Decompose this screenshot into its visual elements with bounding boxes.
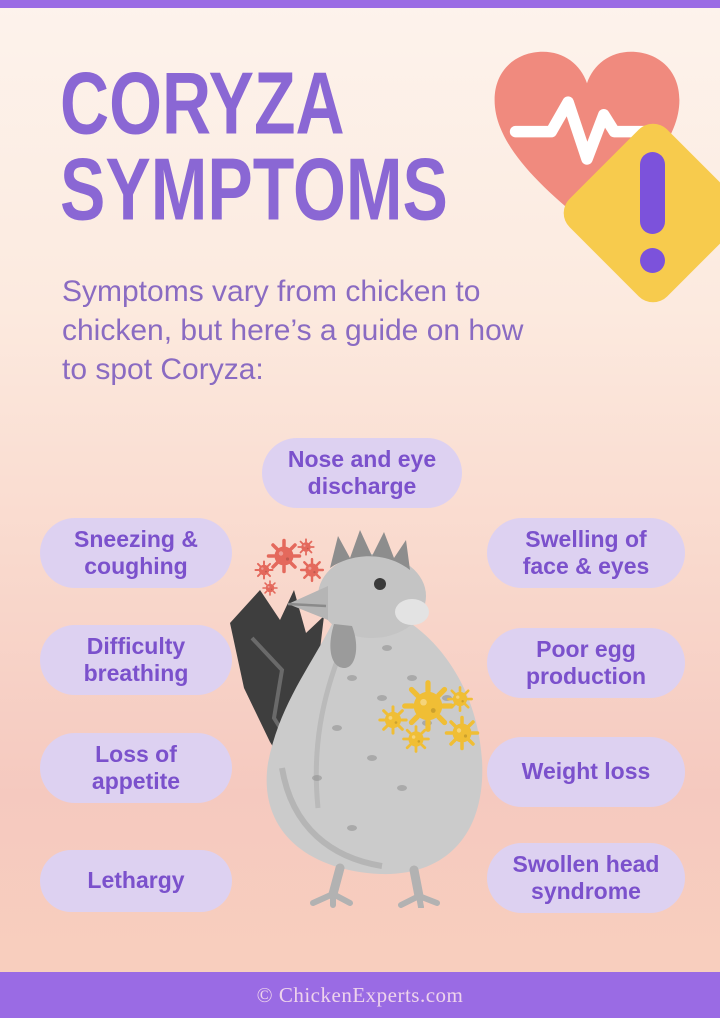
subtitle (62, 272, 642, 389)
page-title-line2: SYMPTOMS (60, 139, 448, 239)
exclamation-dot (640, 248, 665, 273)
symptom-label: Lethargy (87, 867, 185, 894)
virus-cluster (240, 520, 500, 780)
symptom-label: Weight loss (521, 758, 651, 785)
subtitle-line1: Symptoms vary from chicken to (62, 275, 481, 308)
page-title (60, 54, 448, 239)
exclamation-icon (640, 152, 665, 234)
symptom-label: Loss of appetite (91, 740, 181, 794)
symptom-pill-weight-loss (487, 737, 685, 807)
top-accent-bar (0, 0, 720, 8)
symptom-pill-difficulty-breathing (40, 625, 232, 695)
symptom-pill-nose-eye-discharge (262, 438, 462, 508)
symptom-label: Swollen head syndrome (512, 850, 660, 904)
symptom-pill-sneezing-coughing (40, 518, 232, 588)
symptom-label: Swelling of face & eyes (522, 525, 650, 579)
symptom-label: Nose and eye discharge (287, 445, 437, 499)
footer-bar (0, 972, 720, 1018)
virus-coral-group (255, 539, 322, 595)
symptom-label: Poor egg production (525, 635, 647, 689)
symptom-pill-swelling-face-eyes (487, 518, 685, 588)
symptom-pill-poor-egg-production (487, 628, 685, 698)
symptom-label: Difficulty breathing (83, 632, 189, 686)
subtitle-line3: to spot Coryza: (62, 353, 264, 386)
virus-yellow-group (380, 683, 478, 752)
symptom-label: Sneezing & coughing (74, 525, 198, 579)
page-title-line1: CORYZA (60, 54, 345, 154)
symptom-pill-lethargy (40, 850, 232, 912)
symptom-pill-swollen-head-syndrome (487, 843, 685, 913)
symptom-pill-loss-of-appetite (40, 733, 232, 803)
subtitle-line2: chicken, but here’s a guide on how (62, 314, 524, 347)
footer-credit: © ChickenExperts.com (256, 982, 464, 1007)
